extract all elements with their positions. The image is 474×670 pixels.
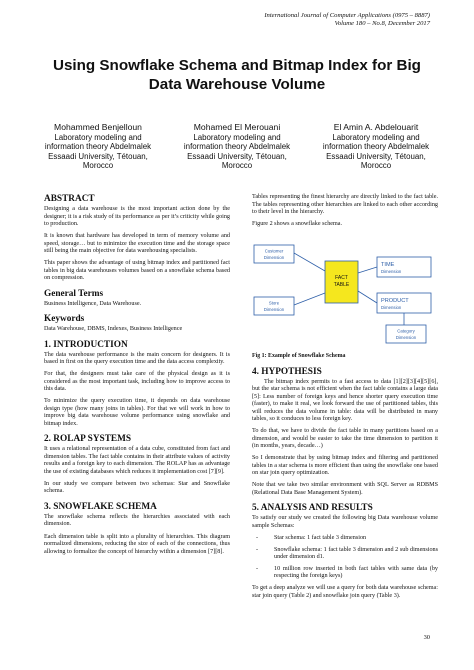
list-item: [252, 566, 438, 581]
author-affiliation: Laboratory modeling and: [193, 132, 281, 142]
author-affiliation: information theory Abdelmalek: [183, 142, 291, 152]
schema-list: [252, 535, 438, 581]
journal-name: International Journal of Computer Applications (0975 – 8887): [264, 12, 430, 19]
product-sub-label: Dimension: [381, 305, 402, 311]
rolap-paragraph: In our study we compare between two schemas: Star and Snowflake schema.: [44, 480, 230, 495]
snowflake-paragraph: The snowflake schema reflects the hierarchies associated with each dimension.: [44, 513, 230, 528]
rolap-heading: 2. ROLAP SYSTEMS: [44, 434, 132, 445]
snowflake-schema-figure: [252, 233, 438, 351]
paper-title: Using Snowflake Schema and Bitmap Index for Big Data Warehouse Volume: [53, 57, 421, 93]
rolap-paragraph: It uses a relational representation of a data cube, constituted from fact and dimension tables. The fact table contains in their attribute values of activity results and a foreign key to each dimension. The ROLAP has as advantage the use of existing databases which reduces it implementation cost [7][9].: [44, 446, 230, 475]
general-terms: Business Intelligence, Data Warehouse.: [44, 300, 142, 307]
list-dash: -: [256, 546, 259, 553]
author-affiliation: Morocco: [221, 161, 253, 171]
list-dash: -: [256, 535, 259, 542]
author-name: Mohammed Benjelloun: [54, 122, 142, 132]
connector-store-fact: [294, 293, 325, 305]
hypothesis-paragraph: To do that, we have to divide the fact table in many partitions based on a dimension, and would be easier to take the time dimension to partition it (in months, years, decade…): [252, 428, 438, 450]
category-label: Category: [397, 328, 415, 334]
list-item-text: 10 million row inserted in both fact tables with same data (by respecting the foreign keys): [274, 565, 438, 580]
connector-fact-product: [358, 291, 377, 303]
figure-caption: Fig 1: Example of Snowflake Schema: [252, 353, 346, 360]
customer-label: Customer: [264, 248, 284, 254]
list-item: [252, 547, 438, 562]
fact-label: FACT: [335, 275, 348, 282]
store-label: Store: [268, 300, 280, 306]
list-item-text: Star schema: 1 fact table 3 dimension: [274, 535, 367, 542]
journal-header: [264, 12, 430, 28]
author-block: [34, 122, 440, 171]
list-dash: -: [256, 565, 259, 572]
abstract-heading: ABSTRACT: [44, 194, 95, 204]
author-affiliation: Essaadi University, Tétouan,: [48, 151, 148, 161]
analysis-paragraph: To satisfy our study we created the following big Data warehouse volume sample Schemas:: [252, 515, 438, 529]
author-affiliation: Essaadi University, Tétouan,: [326, 151, 426, 161]
introduction-paragraph: The data warehouse performance is the main concern for designers. It is based in first on the query execution time and the data access complexity.: [44, 351, 230, 366]
author-affiliation: Essaadi University, Tétouan,: [187, 151, 287, 161]
list-item-text: Snowflake schema: 1 fact table 3 dimension and 2 sub dimensions under dimension d1.: [274, 546, 438, 561]
customer-sub-label: Dimension: [263, 255, 285, 261]
author-affiliation: Morocco: [360, 161, 392, 171]
journal-volume: Volume 180 – No.8, December 2017: [334, 20, 430, 28]
keywords-heading: Keywords: [44, 314, 85, 325]
general-terms-heading: General Terms: [44, 288, 104, 299]
page-number: 30: [423, 634, 430, 641]
connector-fact-time: [358, 267, 377, 273]
time-label: TIME: [381, 262, 395, 269]
store-sub-label: Dimension: [263, 307, 285, 313]
author-name: El Amin A. Abdelouarit: [333, 122, 419, 132]
snowflake-paragraph: Each dimension table is split into a plurality of hierarchies. This diagram normalized dimensions, reducing the size of each of the connections, thus allowing to formalize the concept of hierarchy within a dimension [7][8].: [44, 533, 230, 555]
author-2: [173, 122, 301, 171]
introduction-paragraph: To minimize the query execution time, it depends on data warehouse design type (how many joins in tables). For that we will work in how to improve big data warehouse volume performance using snowflake and bitmap index.: [44, 398, 230, 427]
abstract-paragraph: It is known that hardware has developed in term of memory volume and speed, storage… but to minimize the execution time and the storage space still being the main objective for data warehousing specialists.: [44, 233, 230, 255]
snowflake-paragraph: Tables representing the finest hierarchy are directly linked to the fact table. The tables representing other hierarchies are linked to each other according to their level in the hierarchy.: [252, 194, 438, 215]
hypothesis-paragraph: Note that we take two similar environment with SQL Server as RDBMS (Relational Data Base Management System).: [252, 482, 438, 496]
author-affiliation: Morocco: [82, 161, 114, 171]
time-sub-label: Dimension: [381, 269, 402, 275]
author-3: [312, 122, 440, 171]
figure-reference: Figure 2 shows a snowflake schema.: [252, 221, 343, 228]
hypothesis-paragraph: So I demonstrate that by using bitmap index and filtering and partitioned tables in a star schema is more efficient than using the snowflake one based on star join query optimization.: [252, 455, 438, 477]
introduction-heading: 1. INTRODUCTION: [44, 339, 128, 350]
author-affiliation: information theory Abdelmalek: [44, 142, 152, 152]
author-affiliation: Laboratory modeling and: [54, 132, 142, 142]
right-column: [252, 194, 438, 605]
snowflake-diagram: [252, 233, 438, 351]
fact-table-label: TABLE: [333, 282, 350, 289]
introduction-paragraph: For that, the designers must take care of the physical design as it is considered as the most important task, including how to improve access to this data.: [44, 371, 230, 393]
abstract-paragraph: Designing a data warehouse is the most important action done by the designer; it is a risk study of its performance as per it’s criticity while going to production.: [44, 206, 230, 227]
author-1: [34, 122, 162, 171]
list-item: [252, 535, 438, 543]
category-sub-label: Dimension: [395, 335, 417, 341]
connector-customer-fact: [294, 253, 325, 271]
hypothesis-heading: 4. HYPOTHESIS: [252, 366, 322, 377]
analysis-heading: 5. ANALYSIS AND RESULTS: [252, 503, 373, 514]
snowflake-heading: 3. SNOWFLAKE SCHEMA: [44, 501, 157, 512]
hypothesis-paragraph: The bitmap index permits to a fast access to data [1][2][3][4][5][6], but the star schema is not efficient when the fact table contains a large data [5]: Less number of foreign keys and hence shorter query execution time (faster), to make it real, we look forward the use of partitioned tables, this will reduces the data volume in table: data will be distributed in many tables, so it conduces to less foreign key.: [252, 378, 438, 423]
author-name: Mohamed El Merouani: [193, 122, 281, 132]
left-column: [44, 194, 230, 561]
keywords: Data Warehouse, DBMS, Indexes, Business Intelligence: [44, 326, 183, 333]
author-affiliation: Laboratory modeling and: [332, 132, 420, 142]
analysis-paragraph: To get a deep analyze we will use a query for both data warehouse schema: star join query (Table 2) and snowflake join query (Table 3).: [252, 585, 438, 599]
author-affiliation: information theory Abdelmalek: [322, 142, 430, 152]
product-label: PRODUCT: [381, 298, 409, 305]
abstract-paragraph: This paper shows the advantage of using bitmap index and partitioned fact tables in big data warehouses volumes based on a snowflake schema based on compression.: [44, 260, 230, 282]
